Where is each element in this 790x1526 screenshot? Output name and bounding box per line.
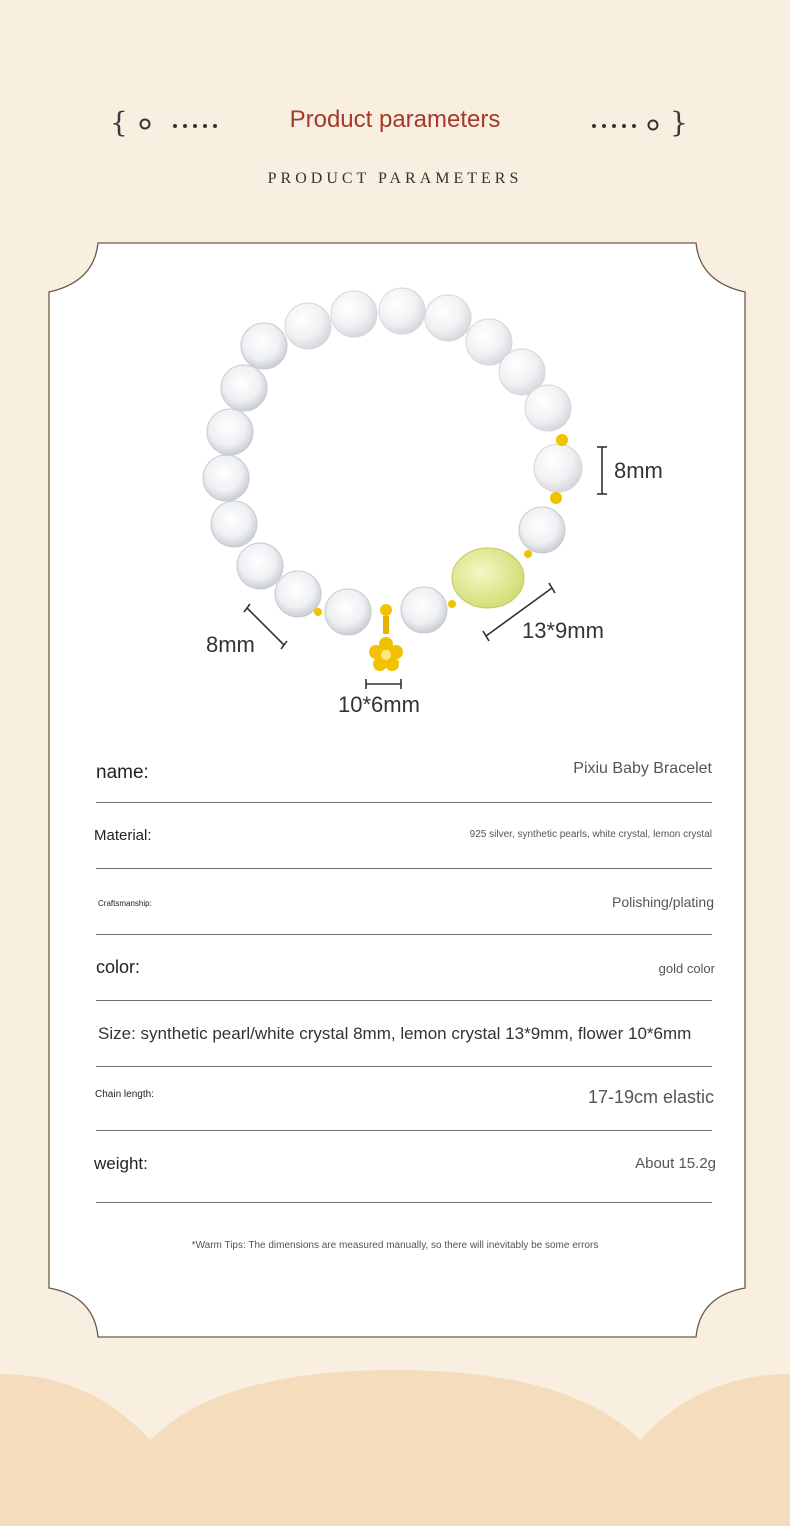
size-text: Size: synthetic pearl/white crystal 8mm, lemon crystal 13*9mm, flower 10*6mm [98,1024,692,1043]
pearl-size-label: 8mm [614,458,663,483]
param-row-chain-length [96,1064,712,1131]
right-brace-ornament: } [670,106,688,139]
section-subtitle: PRODUCT PARAMETERS [267,170,523,187]
weight-label: weight: [94,1154,148,1173]
craftsmanship-value: Polishing/plating [612,894,714,910]
param-row-craftsmanship [96,868,712,935]
weight-value: About 15.2g [635,1155,716,1172]
material-value: 925 silver, synthetic pearls, white crystal, lemon crystal [469,829,712,840]
pearl-beads [285,288,582,492]
param-row-size [96,1000,712,1067]
param-row-material [96,802,712,869]
flower-size-label: 10*6mm [338,692,420,717]
crystal-size-label: 8mm [206,632,255,657]
material-label: Material: [94,827,152,844]
left-brace-ornament: { [110,106,128,139]
craftsmanship-label: Craftsmanship: [98,899,152,908]
chain-length-label: Chain length: [95,1089,154,1100]
color-value: gold color [658,961,715,976]
name-value: Pixiu Baby Bracelet [573,760,712,777]
param-row-color [96,934,715,1001]
bracelet-product-image [180,270,680,730]
color-label: color: [96,957,141,977]
name-label: name: [96,762,149,783]
warm-tips-note: *Warm Tips: The dimensions are measured manually, so there will inevitably be some errors [191,1240,599,1251]
chain-length-value: 17-19cm elastic [587,1087,714,1107]
lemon-crystal-pixiu [452,548,524,608]
param-row-name [96,736,712,803]
section-title: Product parameters [289,106,501,133]
param-row-weight [94,1136,716,1203]
lemon-size-label: 13*9mm [522,618,604,643]
background-wave [0,1330,790,1526]
flower-charm [369,616,403,671]
